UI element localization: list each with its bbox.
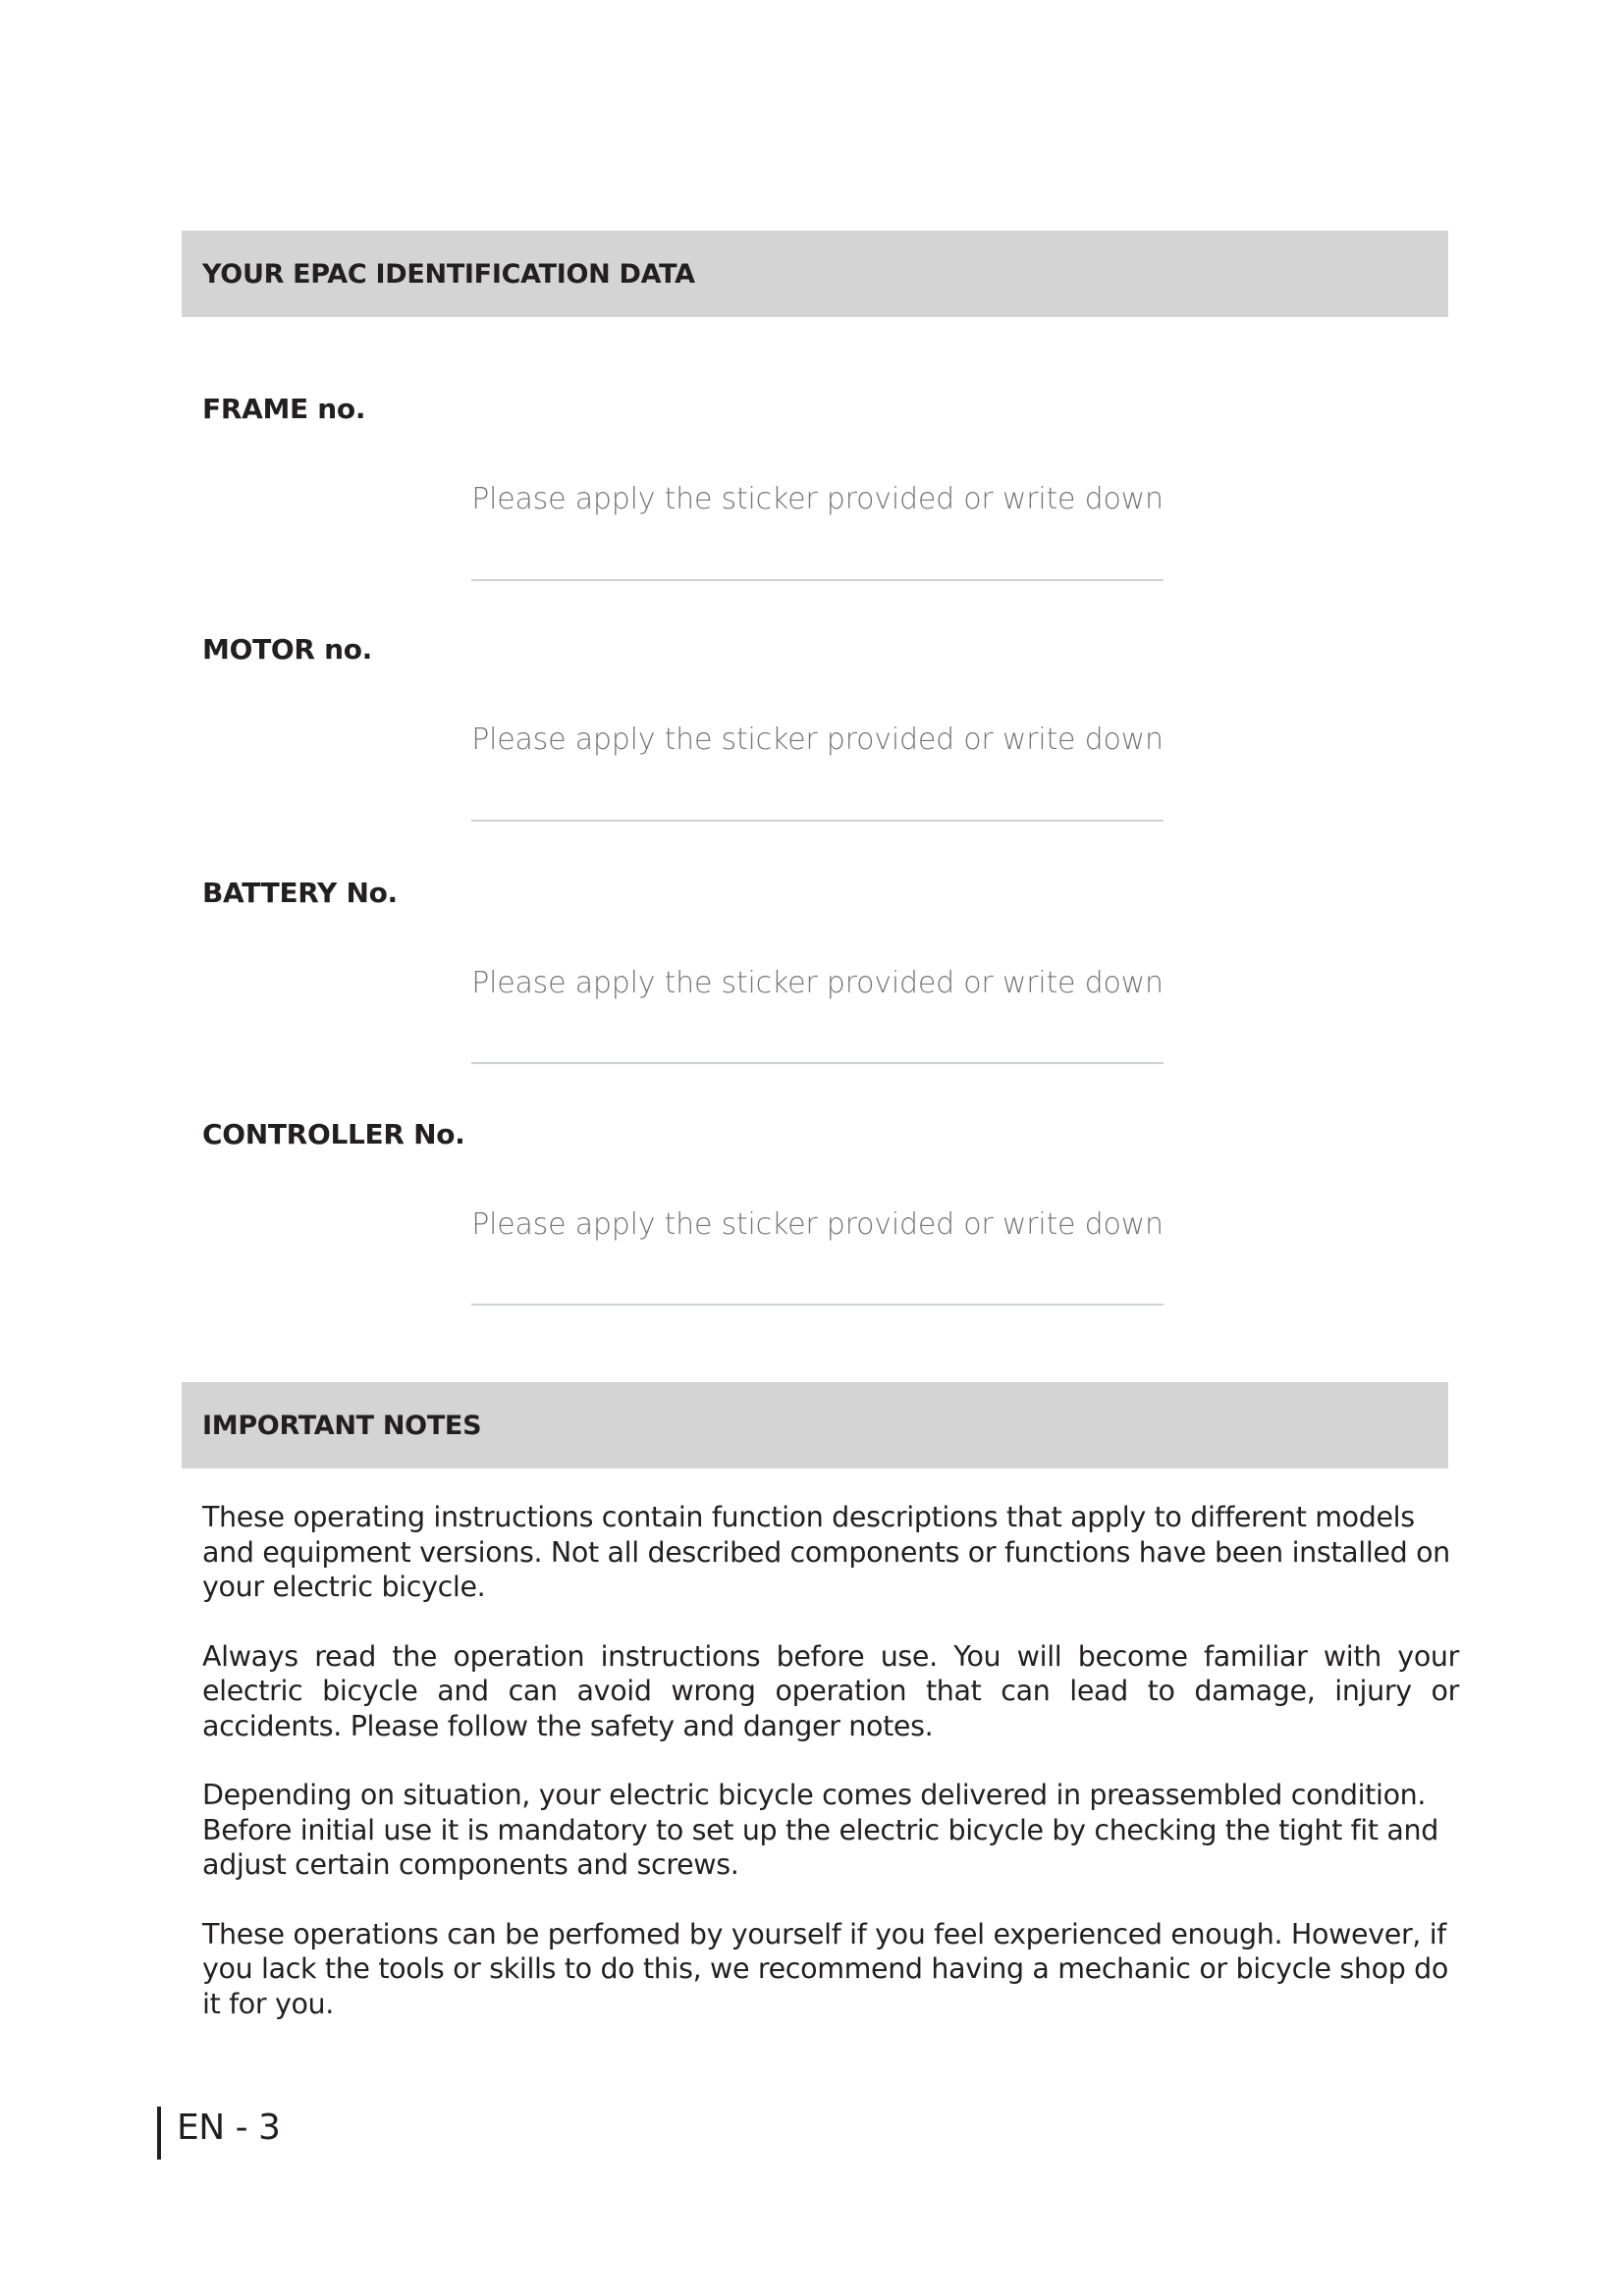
frame-number-line	[471, 579, 1164, 581]
battery-number-line	[471, 1062, 1164, 1064]
notes-paragraph: Always read the operation instructions before use. You will become familiar with your electric bicycle and can avoid wrong operation that can lead to damage, injury or accidents. Please follow the safety and danger notes.	[202, 1639, 1459, 1742]
controller-number-field[interactable]	[471, 1207, 1164, 1242]
identification-section-title: YOUR EPAC IDENTIFICATION DATA	[202, 258, 695, 290]
controller-number-line	[471, 1304, 1164, 1306]
notes-section-header	[182, 1382, 1448, 1468]
motor-number-field[interactable]	[471, 722, 1164, 757]
notes-paragraph: These operating instructions contain function descriptions that apply to different models and equipment versions. Not all described components or functions have been installed on your electric bicycle.	[202, 1501, 1450, 1603]
page-number: EN - 3	[177, 2108, 281, 2148]
frame-number-field[interactable]	[471, 482, 1164, 516]
notes-paragraph: These operations can be perfomed by yourself if you feel experienced enough. However, if you lack the tools or skills to do this, we recommend having a mechanic or bicycle shop do it for you.	[202, 1917, 1448, 2020]
notes-section-title: IMPORTANT NOTES	[202, 1410, 482, 1441]
battery-number-label: BATTERY No.	[202, 877, 398, 909]
motor-number-line	[471, 820, 1164, 822]
battery-number-field[interactable]	[471, 966, 1164, 1000]
frame-number-label: FRAME no.	[202, 393, 366, 425]
page-number-marker	[157, 2107, 161, 2160]
identification-section-header	[182, 231, 1448, 317]
controller-number-label: CONTROLLER No.	[202, 1118, 465, 1150]
motor-number-label: MOTOR no.	[202, 633, 372, 666]
notes-paragraph: Depending on situation, your electric bicycle comes delivered in preassembled condition. Before initial use it is mandatory to set up the electric bicycle by checking the tight fit and adjust certain components and screws.	[202, 1779, 1438, 1881]
notes-body	[202, 1500, 1459, 2056]
